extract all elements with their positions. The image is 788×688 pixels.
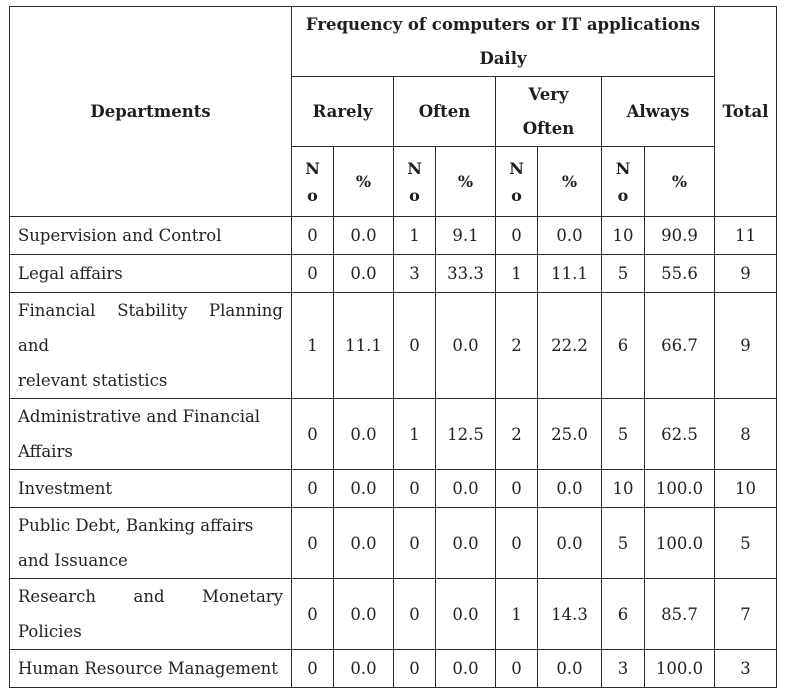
- percent-cell: 85.7: [645, 579, 715, 650]
- percent-cell: 0.0: [334, 255, 394, 293]
- no-header: N o: [602, 147, 645, 217]
- percent-cell: 0.0: [334, 650, 394, 688]
- percent-header: %: [538, 147, 602, 217]
- count-cell: 0: [496, 470, 538, 508]
- percent-cell: 22.2: [538, 293, 602, 399]
- percent-cell: 0.0: [436, 293, 496, 399]
- percent-cell: 11.1: [538, 255, 602, 293]
- percent-cell: 0.0: [334, 579, 394, 650]
- table-row: [10, 217, 777, 255]
- percent-cell: 0.0: [334, 399, 394, 470]
- total-cell: 5: [715, 508, 777, 579]
- percent-header: %: [334, 147, 394, 217]
- no-header: N o: [394, 147, 436, 217]
- percent-cell: 0.0: [538, 508, 602, 579]
- count-cell: 0: [394, 579, 436, 650]
- count-cell: 2: [496, 399, 538, 470]
- table-row: [10, 255, 777, 293]
- table-row: [10, 650, 777, 688]
- category-header-very-often-line2: Often: [522, 118, 575, 138]
- percent-cell: 0.0: [334, 217, 394, 255]
- total-cell: 11: [715, 217, 777, 255]
- percent-cell: 12.5: [436, 399, 496, 470]
- count-cell: 5: [602, 399, 645, 470]
- table-row: [10, 470, 777, 508]
- percent-cell: 90.9: [645, 217, 715, 255]
- frequency-header-line2: Daily: [479, 48, 527, 68]
- count-cell: 5: [602, 255, 645, 293]
- percent-cell: 66.7: [645, 293, 715, 399]
- percent-cell: 33.3: [436, 255, 496, 293]
- table-row: [10, 579, 777, 650]
- frequency-header-line1: Frequency of computers or IT applications: [305, 14, 701, 34]
- count-cell: 0: [292, 255, 334, 293]
- department-cell: Legal affairs: [10, 255, 292, 293]
- count-cell: 0: [292, 399, 334, 470]
- frequency-header: [292, 7, 715, 77]
- percent-cell: 11.1: [334, 293, 394, 399]
- count-cell: 3: [602, 650, 645, 688]
- percent-cell: 9.1: [436, 217, 496, 255]
- count-cell: 3: [394, 255, 436, 293]
- count-cell: 1: [496, 579, 538, 650]
- percent-cell: 100.0: [645, 650, 715, 688]
- total-cell: 9: [715, 293, 777, 399]
- department-cell: Investment: [10, 470, 292, 508]
- count-cell: 0: [292, 470, 334, 508]
- department-cell: Research and Monetary Policies: [10, 579, 292, 650]
- category-header-very-often: [496, 77, 602, 147]
- percent-cell: 0.0: [436, 508, 496, 579]
- department-cell: Financial Stability Planning and relevant statistics: [10, 293, 292, 399]
- category-header-rarely: Rarely: [292, 77, 394, 147]
- percent-cell: 55.6: [645, 255, 715, 293]
- count-cell: 0: [394, 293, 436, 399]
- percent-cell: 0.0: [538, 470, 602, 508]
- count-cell: 0: [292, 579, 334, 650]
- percent-cell: 0.0: [538, 650, 602, 688]
- departments-header: Departments: [10, 7, 292, 217]
- category-header-very-often-line1: Very: [528, 84, 569, 104]
- table-row: [10, 293, 777, 399]
- percent-cell: 25.0: [538, 399, 602, 470]
- table-row: [10, 508, 777, 579]
- department-cell: Administrative and Financial Affairs: [10, 399, 292, 470]
- percent-cell: 0.0: [334, 470, 394, 508]
- count-cell: 0: [394, 508, 436, 579]
- count-cell: 1: [394, 399, 436, 470]
- percent-cell: 0.0: [436, 650, 496, 688]
- count-cell: 0: [292, 650, 334, 688]
- header-row-frequency: [10, 7, 777, 77]
- percent-cell: 0.0: [334, 508, 394, 579]
- category-header-often: Often: [394, 77, 496, 147]
- total-cell: 10: [715, 470, 777, 508]
- count-cell: 0: [292, 508, 334, 579]
- total-cell: 3: [715, 650, 777, 688]
- count-cell: 5: [602, 508, 645, 579]
- percent-cell: 100.0: [645, 470, 715, 508]
- category-header-always: Always: [602, 77, 715, 147]
- percent-header: %: [436, 147, 496, 217]
- count-cell: 0: [292, 217, 334, 255]
- count-cell: 1: [292, 293, 334, 399]
- percent-cell: 62.5: [645, 399, 715, 470]
- percent-cell: 14.3: [538, 579, 602, 650]
- department-cell: Public Debt, Banking affairs and Issuance: [10, 508, 292, 579]
- count-cell: 10: [602, 470, 645, 508]
- count-cell: 0: [496, 508, 538, 579]
- total-cell: 8: [715, 399, 777, 470]
- percent-cell: 100.0: [645, 508, 715, 579]
- count-cell: 6: [602, 293, 645, 399]
- total-cell: 9: [715, 255, 777, 293]
- percent-cell: 0.0: [538, 217, 602, 255]
- department-cell: Human Resource Management: [10, 650, 292, 688]
- total-header: Total: [715, 7, 777, 217]
- count-cell: 1: [496, 255, 538, 293]
- count-cell: 0: [394, 470, 436, 508]
- count-cell: 1: [394, 217, 436, 255]
- count-cell: 0: [496, 650, 538, 688]
- count-cell: 0: [394, 650, 436, 688]
- frequency-table: [9, 6, 777, 688]
- no-header: N o: [496, 147, 538, 217]
- total-cell: 7: [715, 579, 777, 650]
- percent-cell: 0.0: [436, 470, 496, 508]
- no-header: N o: [292, 147, 334, 217]
- count-cell: 6: [602, 579, 645, 650]
- percent-cell: 0.0: [436, 579, 496, 650]
- count-cell: 10: [602, 217, 645, 255]
- count-cell: 0: [496, 217, 538, 255]
- table-body: [10, 217, 777, 688]
- count-cell: 2: [496, 293, 538, 399]
- department-cell: Supervision and Control: [10, 217, 292, 255]
- table-row: [10, 399, 777, 470]
- percent-header: %: [645, 147, 715, 217]
